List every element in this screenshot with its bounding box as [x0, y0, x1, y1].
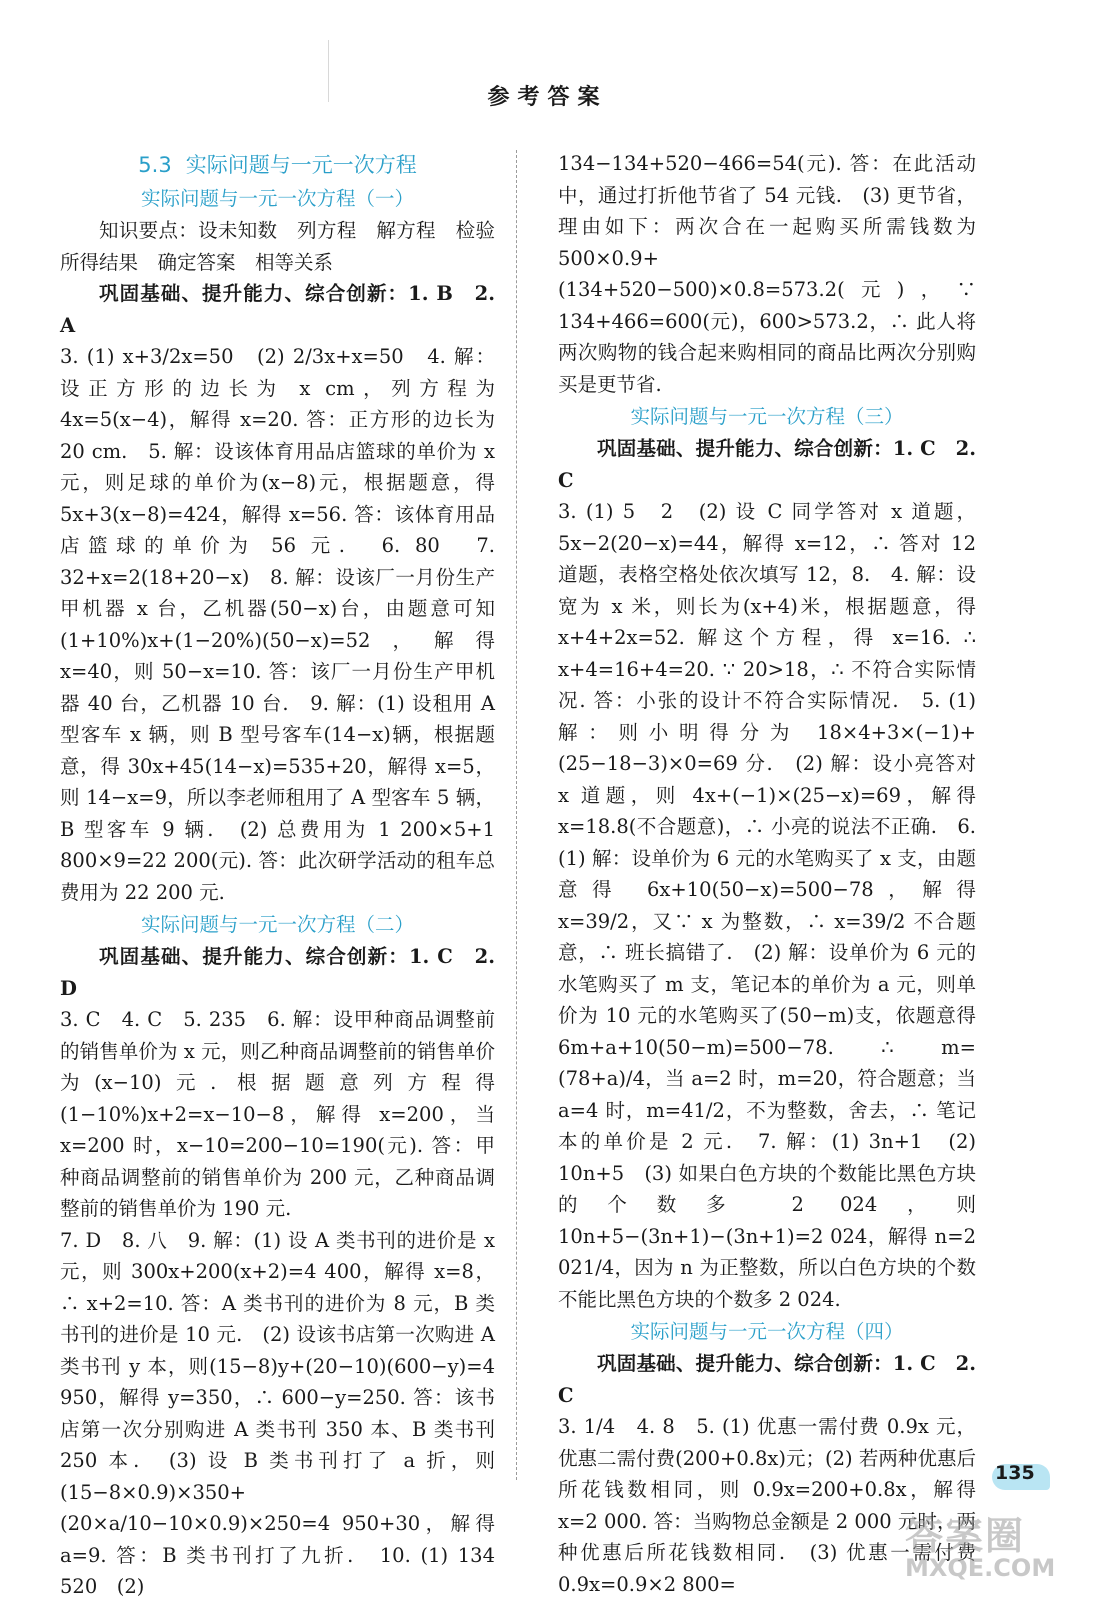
answers-3-body: 3. (1) 5 2 (2) 设 C 同学答对 x 道题，5x−2(20−x)=44，解得 x=12，∴ 答对 12 道题，表格空格处依次填写 12，8. 4. 解：设宽为 x 米，则长为(x+4)米，根据题意，得 x+4+2x=52. 解这个方程，得 x=16. ∴ x+4=16+4=20. ∵ 20>18，∴ 不符合实际情况. 答：小张的设计不符合实际情况. 5. (1) 解：则小明得分为 18×4+3×(−1)+(25−18−3)×0=69 分. (2) 解：设小亮答对 x 道题，则 4x+(−1)×(25−x)=69，解得 x=18.8(不合题意)，∴ 小亮的说法不正确. 6. (1) 解：设单价为 6 元的水笔购买了 x 支，由题意得 6x+10(50−x)=500−78，解得 x=39/2，又∵ x 为整数，∴ x=39/2 不合题意，∴ 班长搞错了. (2) 解：设单价为 6 元的水笔购买了 m 支，笔记本的单价为 a 元，则单价为 10 元的水笔购买了(50−m)支，依题意得 6m+a+10(50−m)=500−78. ∴ m=(78+a)/4，当 a=2 时，m=20，符合题意；当 a=4 时，m=41/2，不为整数，舍去，∴ 笔记本的单价是 2 元. 7. 解：(1) 3n+1 (2) 10n+5 (3) 如果白色方块的个数能比黑色方块的个数多 2 024，则 10n+5−(3n+1)−(3n+1)=2 024，解得 n=2 021/4，因为 n 为正整数，所以白色方块的个数不能比黑色方块的个数多 2 024. — [558, 500, 976, 1311]
section-heading — [60, 148, 495, 182]
left-column — [60, 148, 515, 1603]
subsection-title-1: 实际问题与一元一次方程（一） — [140, 187, 414, 210]
answers-1-body: 3. (1) x+3/2x=50 (2) 2/3x+x=50 4. 解：设正方形的边长为 x cm，列方程为 4x=5(x−4)，解得 x=20. 答：正方形的边长为 20 cm. 5. 解：设该体育用品店篮球的单价为 x 元，则足球的单价为(x−8)元，根据题意，得 5x+3(x−8)=424，解得 x=56. 答：该体育用品店篮球的单价为 56 元. 6. 80 7. 32+x=2(18+20−x) 8. 解：设该厂一月份生产甲机器 x 台，乙机器(50−x)台，由题意可知(1+10%)x+(1−20%)(50−x)=52，解得 x=40，则 50−x=10. 答：该厂一月份生产甲机器 40 台，乙机器 10 台. 9. 解：(1) 设租用 A 型客车 x 辆，则 B 型号客车(14−x)辆，根据题意，得 30x+45(14−x)=535+20，解得 x=5，则 14−x=9，所以李老师租用了 A 型客车 5 辆，B 型客车 9 辆. (2) 总费用为 1 200×5+1 800×9=22 200(元). 答：此次研学活动的租车总费用为 22 200 元. — [60, 345, 495, 904]
subsection-title-3: 实际问题与一元一次方程（三） — [630, 405, 904, 428]
answers-2-body-a: 3. C 4. C 5. 235 6. 解：设甲种商品调整前的销售单价为 x 元，则乙种商品调整前的销售单价为(x−10)元. 根据题意列方程得(1−10%)x+2=x−10−8，解得 x=200，当 x=200 时，x−10=200−10=190(元). 答：甲种商品调整前的销售单价为 200 元，乙种商品调整前的销售单价为 190 元. — [60, 1008, 495, 1220]
right-column — [558, 148, 976, 1600]
section-number: 5.3 — [138, 153, 172, 177]
watermark-logo — [905, 1505, 1075, 1585]
knowledge-points: 知识要点：设未知数 列方程 解方程 检验所得结果 确定答案 相等关系 — [60, 219, 495, 274]
answers-4-body: 3. 1/4 4. 8 5. (1) 优惠一需付费 0.9x 元，优惠二需付费(200+0.8x)元；(2) 若两种优惠后所花钱数相同，则 0.9x=200+0.8x，解得 x=2 000. 答：当购物总金额是 2 000 元时，两种优惠后所花钱数相同. (3) 优惠一需付费 0.9x=0.9×2 800= — [558, 1415, 976, 1596]
answers-2-body-b: 7. D 8. 八 9. 解：(1) 设 A 类书刊的进价是 x 元，则 300x+200(x+2)=4 400，解得 x=8，∴ x+2=10. 答：A 类书刊的进价为 8 元，B 类书刊的进价是 10 元. (2) 设该书店第一次购进 A 类书刊 y 本，则(15−8)y+(20−10)(600−y)=4 950，解得 y=350，∴ 600−y=250. 答：该书店第一次分别购进 A 类书刊 350 本、B 类书刊 250 本. (3) 设 B 类书刊打了 a 折，则 (15−8×0.9)×350+(20×a/10−10×0.9)×250=4 950+30，解得 a=9. 答：B 类书刊打了九折. 10. (1) 134 520 (2) — [60, 1228, 515, 1598]
page-title: 参考答案 — [487, 84, 608, 110]
answers-3-basic: 巩固基础、提升能力、综合创新：1. C 2. C — [558, 437, 976, 492]
watermark-url: MXQE.COM — [905, 1554, 1056, 1582]
subsection-title-2: 实际问题与一元一次方程（二） — [140, 913, 414, 936]
subsection-title-4: 实际问题与一元一次方程（四） — [630, 1320, 904, 1343]
answers-2-continued: 134−134+520−466=54(元). 答：在此活动中，通过打折他节省了 54 元钱. (3) 更节省，理由如下：两次合在一起购买所需钱数为 500×0.9+(134+520−500)×0.8=573.2(元)，∵ 134+466=600(元)，600>573.2，∴ 此人将两次购物的钱合起来购相同的商品比两次分别购买是更节省. — [558, 152, 976, 396]
watermark-logo-text: 答案圈 — [905, 1514, 1026, 1558]
column-divider — [516, 150, 517, 1480]
page-number: 135 — [995, 1462, 1035, 1484]
section-title: 实际问题与一元一次方程 — [185, 153, 417, 177]
answers-1-basic: 巩固基础、提升能力、综合创新：1. B 2. A — [60, 282, 495, 337]
answers-4-basic: 巩固基础、提升能力、综合创新：1. C 2. C — [558, 1352, 976, 1407]
answers-2-basic: 巩固基础、提升能力、综合创新：1. C 2. D — [60, 945, 495, 1000]
